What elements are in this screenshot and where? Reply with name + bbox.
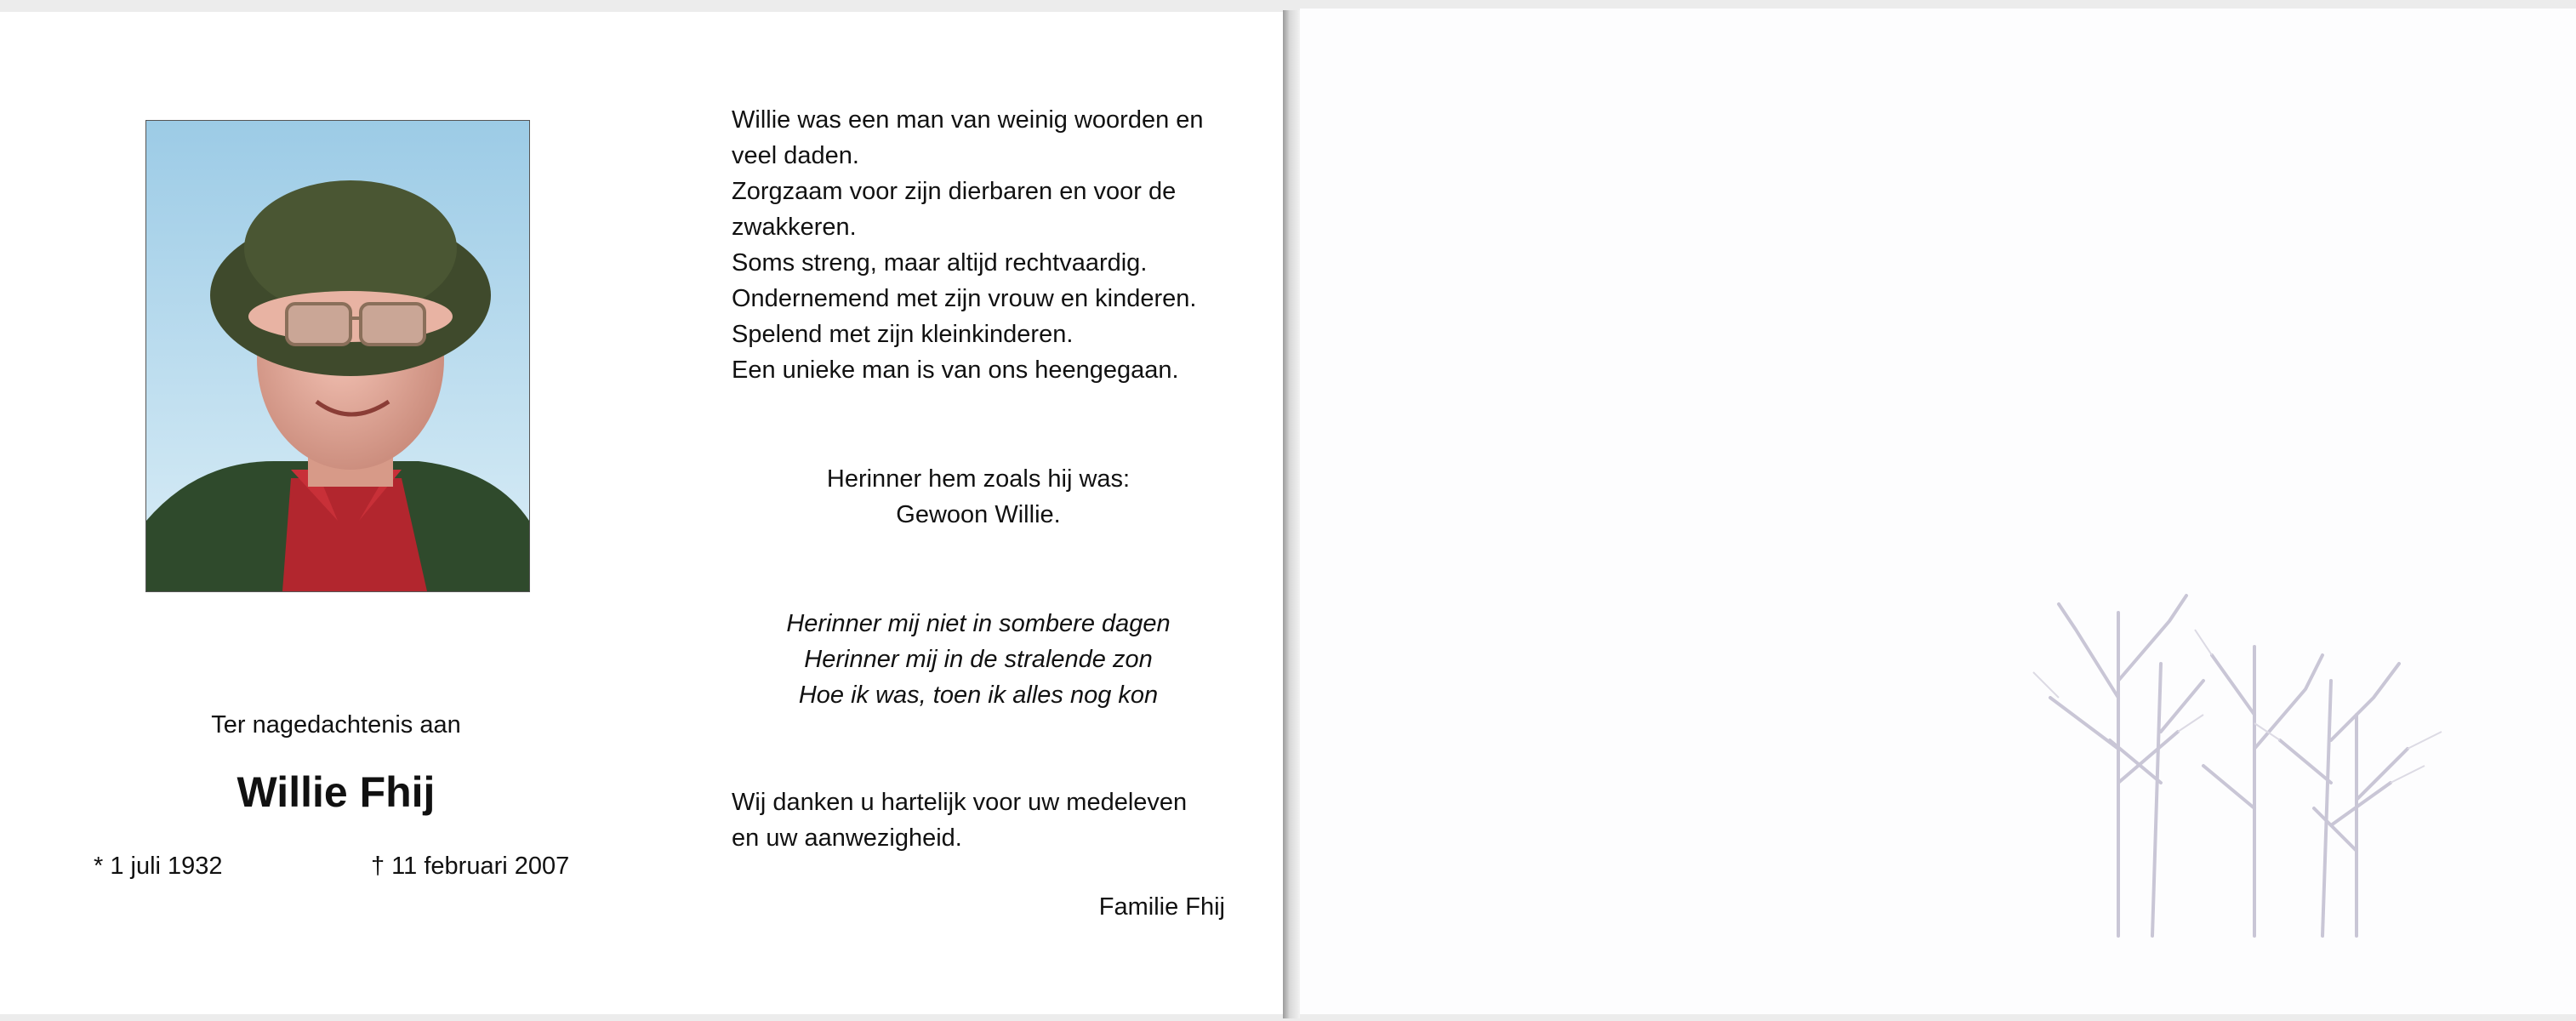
death-date: † 11 februari 2007 (371, 853, 570, 880)
deceased-name: Willie Fhij (237, 768, 436, 816)
memorial-text-line: Een unieke man is van ons heengegaan. (732, 356, 1179, 384)
memorial-text-line: Willie was een man van weinig woorden en (732, 106, 1204, 134)
card-left-panel (0, 12, 1283, 1014)
portrait-photo (145, 120, 530, 592)
verse-line: Herinner mij niet in sombere dagen (786, 610, 1171, 637)
remember-line: Herinner hem zoals hij was: (826, 465, 1131, 493)
memorial-text-line: Ondernemend met zijn vrouw en kinderen. (732, 285, 1197, 312)
thanks-text (732, 784, 1225, 856)
memorial-text-line: Spelend met zijn kleinkinderen. (732, 321, 1074, 348)
memorial-intro: Ter nagedachtenis aan (211, 711, 461, 739)
memorial-text (732, 102, 1225, 388)
thanks-line: Wij danken u hartelijk voor uw medeleven (732, 789, 1188, 816)
winter-trees-illustration (1999, 528, 2476, 953)
card-fold (1283, 10, 1300, 1018)
family-signature: Familie Fhij (1098, 893, 1225, 921)
verse-line: Hoe ik was, toen ik alles nog kon (798, 682, 1159, 709)
remember-text (732, 461, 1225, 533)
memorial-text-line: Zorgzaam voor zijn dierbaren en voor de (732, 178, 1177, 205)
memorial-text-line: Soms streng, maar altijd rechtvaardig. (732, 249, 1148, 277)
thanks-line: en uw aanwezigheid. (732, 824, 962, 852)
portrait-image (146, 121, 529, 591)
birth-date: * 1 juli 1932 (94, 853, 223, 880)
memorial-text-line: veel daden. (732, 142, 859, 169)
remember-line: Gewoon Willie. (896, 501, 1061, 528)
verse-line: Herinner mij in de stralende zon (804, 646, 1153, 673)
tree-branches (2050, 596, 2408, 936)
verse-text (732, 606, 1225, 713)
tree-twigs (2033, 630, 2442, 783)
memorial-text-line: zwakkeren. (732, 214, 857, 241)
